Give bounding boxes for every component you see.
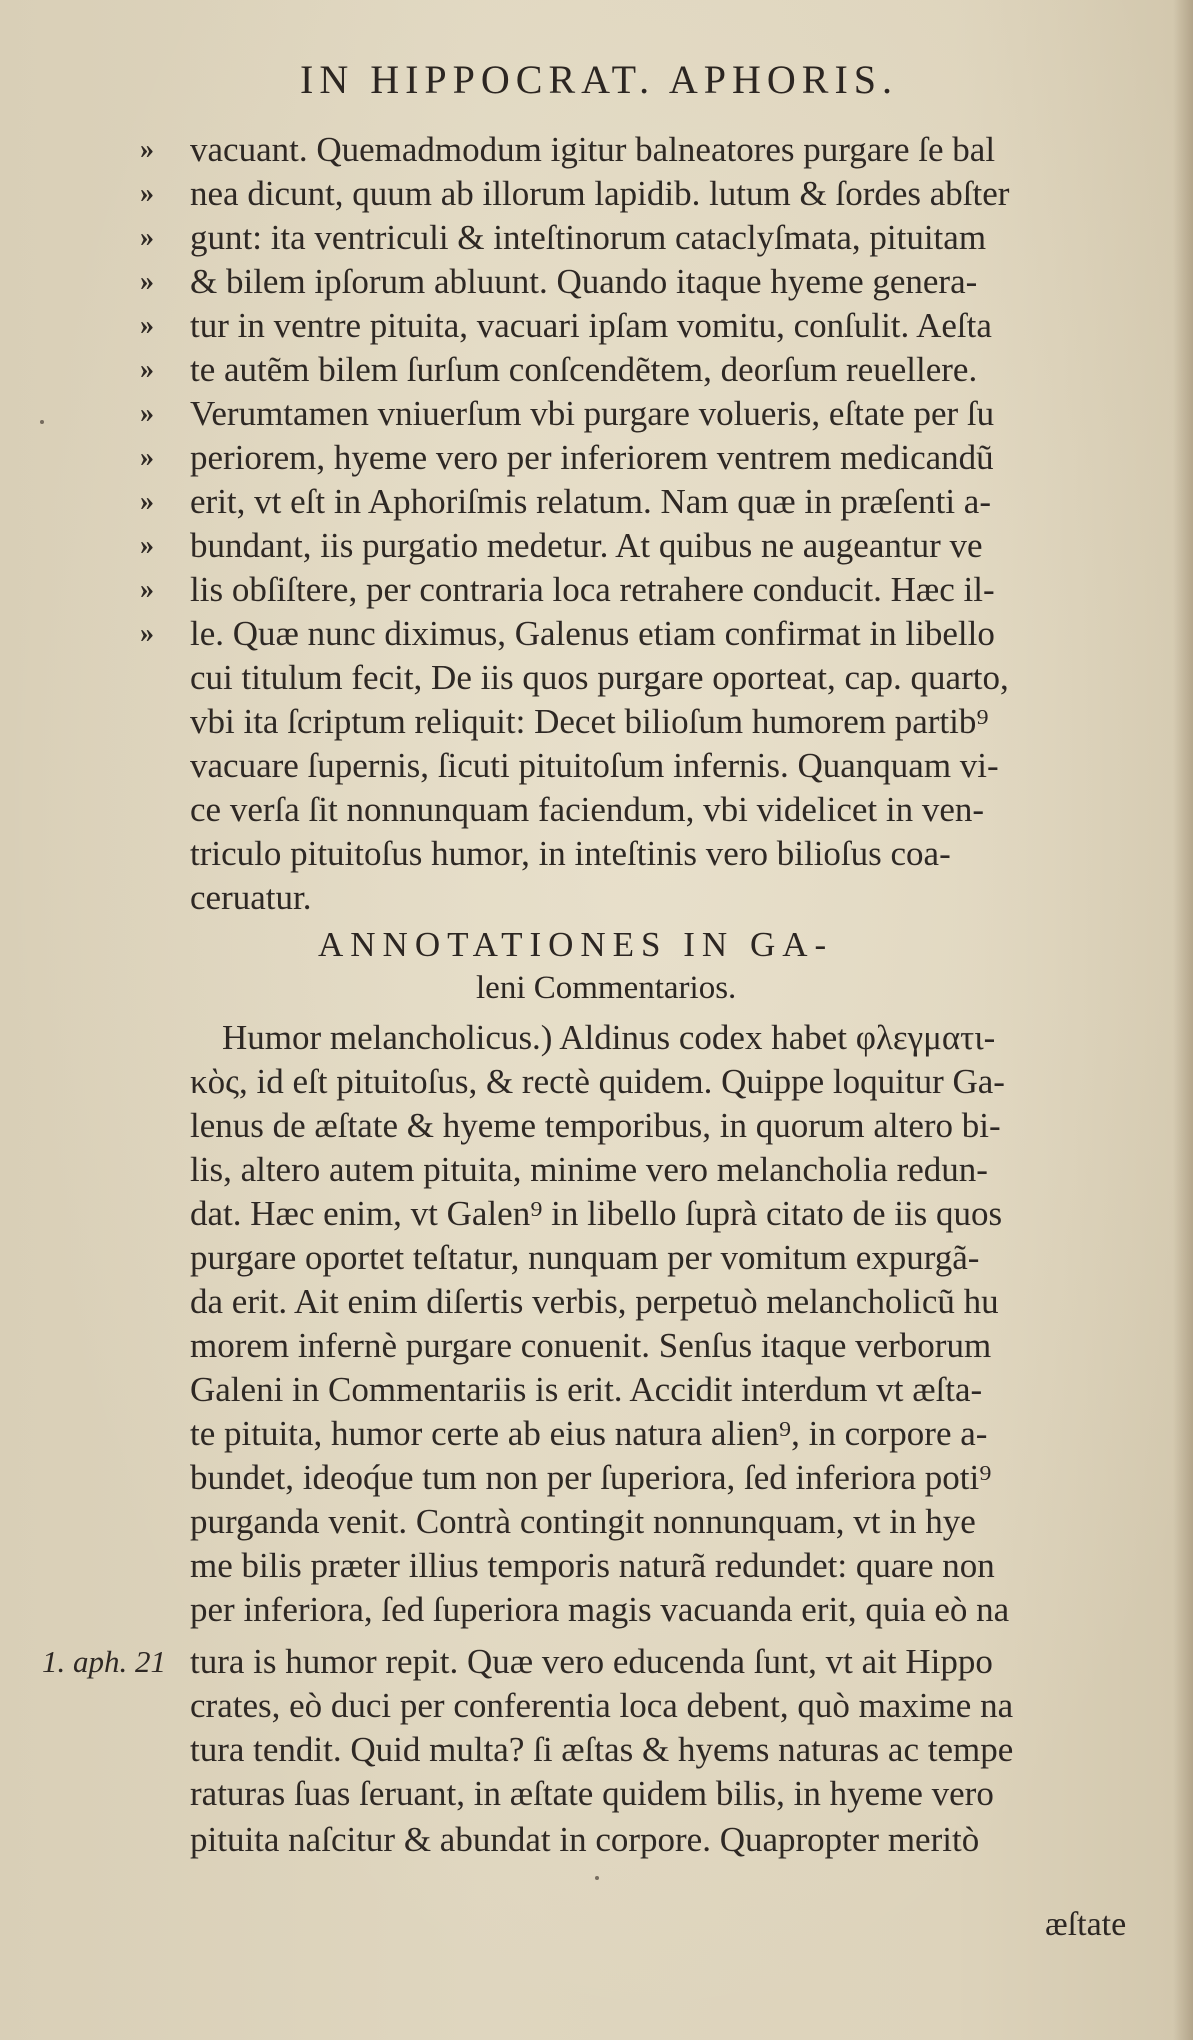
- quote-mark: »: [140, 354, 154, 385]
- commentary-line: vacuare ſupernis, ſicuti pituitoſum infernis. Quanquam vi-: [190, 746, 999, 785]
- commentary-line: lis obſiſtere, per contraria loca retrahere conducit. Hæc il-: [190, 570, 995, 609]
- quote-mark: »: [140, 222, 154, 253]
- annotation-line: me bilis præter illius temporis naturã redundet: quare non: [190, 1546, 995, 1585]
- annotation-line: tura tendit. Quid multa? ſi æſtas & hyems naturas ac tempe: [190, 1730, 1014, 1769]
- annotation-line: pituita naſcitur & abundat in corpore. Quapropter meritò: [190, 1820, 980, 1859]
- annotations-subheading: leni Commentarios.: [476, 970, 737, 1006]
- commentary-line: te autẽm bilem ſurſum conſcendẽtem, deorſum reuellere.: [190, 350, 978, 389]
- annotation-line: tura is humor repit. Quæ vero educenda ſunt, vt ait Hippo: [190, 1642, 993, 1681]
- quote-mark: »: [140, 134, 154, 165]
- ink-speck: [595, 1876, 599, 1880]
- annotation-line: bundet, ideoq́ue tum non per ſuperiora, ſed inferiora poti⁹: [190, 1458, 992, 1497]
- commentary-line: nea dicunt, quum ab illorum lapidib. lutum & ſordes abſter: [190, 174, 1010, 213]
- commentary-line: vacuant. Quemadmodum igitur balneatores purgare ſe bal: [190, 130, 996, 169]
- quote-mark: »: [140, 398, 154, 429]
- annotations-heading: ANNOTATIONES IN GA-: [318, 925, 834, 964]
- annotation-line: purganda venit. Contrà contingit nonnunquam, vt in hye: [190, 1502, 976, 1541]
- commentary-line: triculo pituitoſus humor, in inteſtinis vero bilioſus coa-: [190, 834, 951, 873]
- commentary-line: ceruatur.: [190, 878, 312, 917]
- commentary-line: periorem, hyeme vero per inferiorem ventrem medicandũ: [190, 438, 994, 477]
- catchword: æſtate: [1045, 1906, 1127, 1943]
- annotation-line: da erit. Ait enim diſertis verbis, perpetuò melancholicũ hu: [190, 1282, 999, 1321]
- annotation-line: Humor melancholicus.) Aldinus codex habet φλεγματι-: [222, 1018, 996, 1057]
- annotation-line: per inferiora, ſed ſuperiora magis vacuanda erit, quia eò na: [190, 1590, 1010, 1629]
- quote-mark: »: [140, 618, 154, 649]
- annotation-line: lenus de æſtate & hyeme temporibus, in quorum altero bi-: [190, 1106, 1001, 1145]
- commentary-line: erit, vt eſt in Aphoriſmis relatum. Nam quæ in præſenti a-: [190, 482, 991, 521]
- quote-mark: »: [140, 574, 154, 605]
- annotation-line: κὸς, id eſt pituitoſus, & rectè quidem. Quippe loquitur Ga-: [190, 1062, 1005, 1101]
- running-head: IN HIPPOCRAT. APHORIS.: [300, 57, 899, 102]
- commentary-line: Verumtamen vniuerſum vbi purgare volueris, eſtate per ſu: [190, 394, 995, 433]
- commentary-line: le. Quæ nunc diximus, Galenus etiam confirmat in libello: [190, 614, 995, 653]
- commentary-line: bundant, iis purgatio medetur. At quibus ne augeantur ve: [190, 526, 983, 565]
- marginal-note: 1. aph. 21: [42, 1644, 166, 1679]
- commentary-line: ce verſa ſit nonnunquam faciendum, vbi videlicet in ven-: [190, 790, 985, 829]
- annotation-line: raturas ſuas ſeruant, in æſtate quidem bilis, in hyeme vero: [190, 1774, 994, 1813]
- annotation-line: morem infernè purgare conuenit. Senſus itaque verborum: [190, 1326, 992, 1365]
- annotation-line: lis, altero autem pituita, minime vero melancholia redun-: [190, 1150, 988, 1189]
- annotation-line: purgare oportet teſtatur, nunquam per vomitum expurgã-: [190, 1238, 980, 1277]
- ink-speck: [40, 420, 44, 424]
- page-gutter-shadow: [1173, 0, 1193, 2040]
- quote-mark: »: [140, 178, 154, 209]
- quote-mark: »: [140, 530, 154, 561]
- annotation-line: crates, eò duci per conferentia loca debent, quò maxime na: [190, 1686, 1014, 1725]
- annotation-line: dat. Hæc enim, vt Galen⁹ in libello ſuprà citato de iis quos: [190, 1194, 1003, 1233]
- commentary-line: & bilem ipſorum abluunt. Quando itaque hyeme genera-: [190, 262, 978, 301]
- annotation-line: te pituita, humor certe ab eius natura alien⁹, in corpore a-: [190, 1414, 988, 1453]
- commentary-line: vbi ita ſcriptum reliquit: Decet bilioſum humorem partib⁹: [190, 702, 989, 741]
- quote-mark: »: [140, 442, 154, 473]
- quote-mark: »: [140, 266, 154, 297]
- annotation-line: Galeni in Commentariis is erit. Accidit interdum vt æſta-: [190, 1370, 983, 1409]
- commentary-line: gunt: ita ventriculi & inteſtinorum cataclyſmata, pituitam: [190, 218, 987, 257]
- commentary-line: tur in ventre pituita, vacuari ipſam vomitu, conſulit. Aeſta: [190, 306, 992, 345]
- quote-mark: »: [140, 310, 154, 341]
- quote-mark: »: [140, 486, 154, 517]
- commentary-line: cui titulum fecit, De iis quos purgare oporteat, cap. quarto,: [190, 658, 1009, 697]
